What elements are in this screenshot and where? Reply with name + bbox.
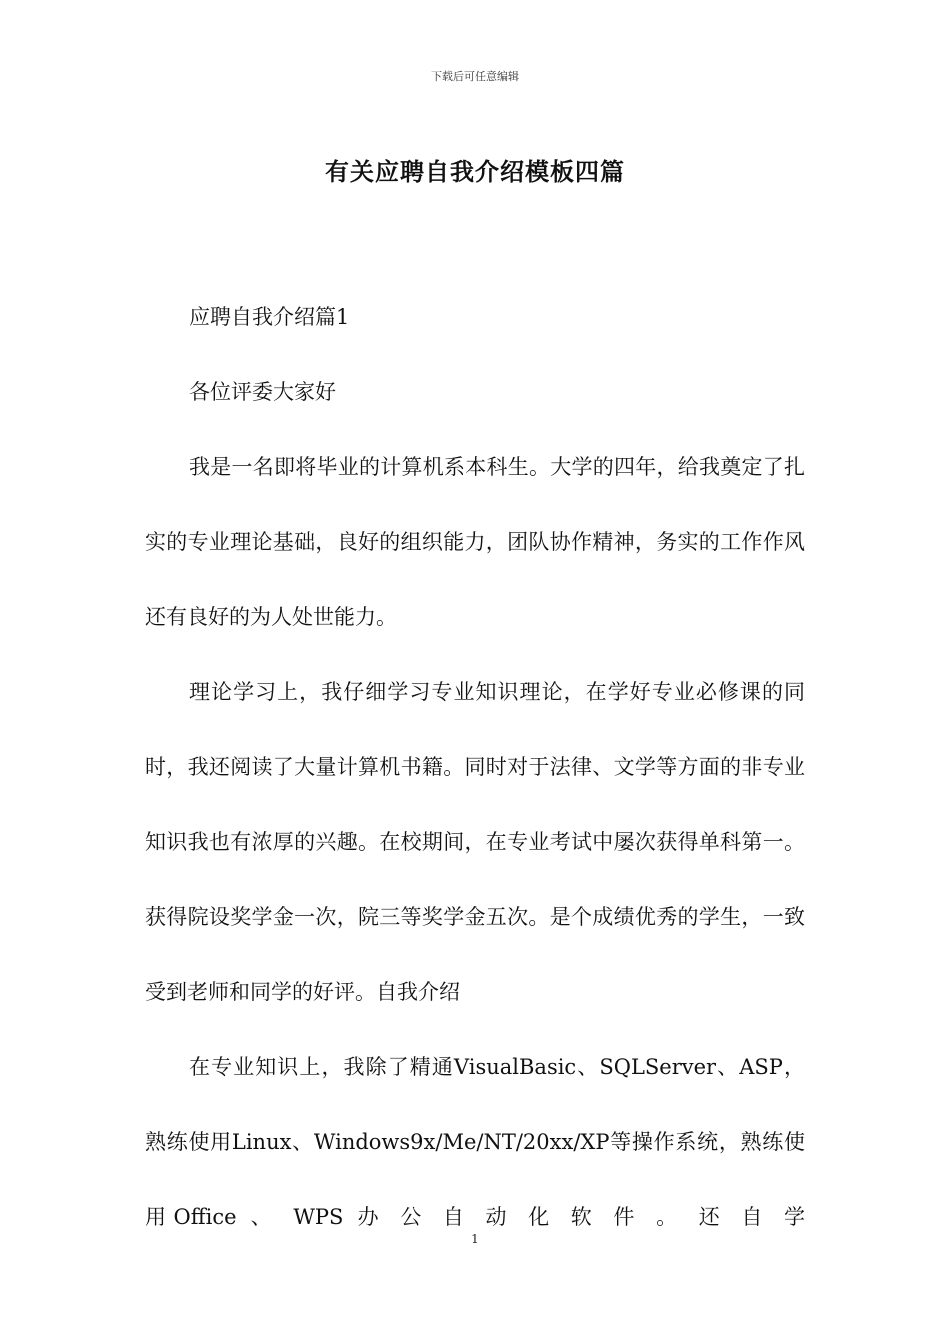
header-note: 下载后可任意编辑 — [431, 70, 519, 83]
document-title: 有关应聘自我介绍模板四篇 — [325, 158, 625, 186]
document-body — [145, 280, 805, 1255]
section-heading: 应聘自我介绍篇1 — [189, 305, 350, 329]
body-paragraph: 在专业知识上，我除了精通VisualBasic、SQLServer、ASP，熟练使用Linux、Windows9x/Me/NT/20xx/XP等操作系统，熟练使用Office 、 WPS 办 公 自 动 化 软 件 。 还 自 学 — [145, 1055, 805, 1229]
greeting-paragraph: 各位评委大家好 — [189, 380, 336, 404]
body-paragraph: 我是一名即将毕业的计算机系本科生。大学的四年，给我奠定了扎实的专业理论基础，良好的组织能力，团队协作精神，务实的工作作风还有良好的为人处世能力。 — [145, 455, 805, 629]
page-number: 1 — [471, 1232, 479, 1246]
body-paragraph: 理论学习上，我仔细学习专业知识理论，在学好专业必修课的同时，我还阅读了大量计算机书籍。同时对于法律、文学等方面的非专业知识我也有浓厚的兴趣。在校期间，在专业考试中屡次获得单科第一。获得院设奖学金一次，院三等奖学金五次。是个成绩优秀的学生，一致受到老师和同学的好评。自我介绍 — [145, 680, 805, 1004]
